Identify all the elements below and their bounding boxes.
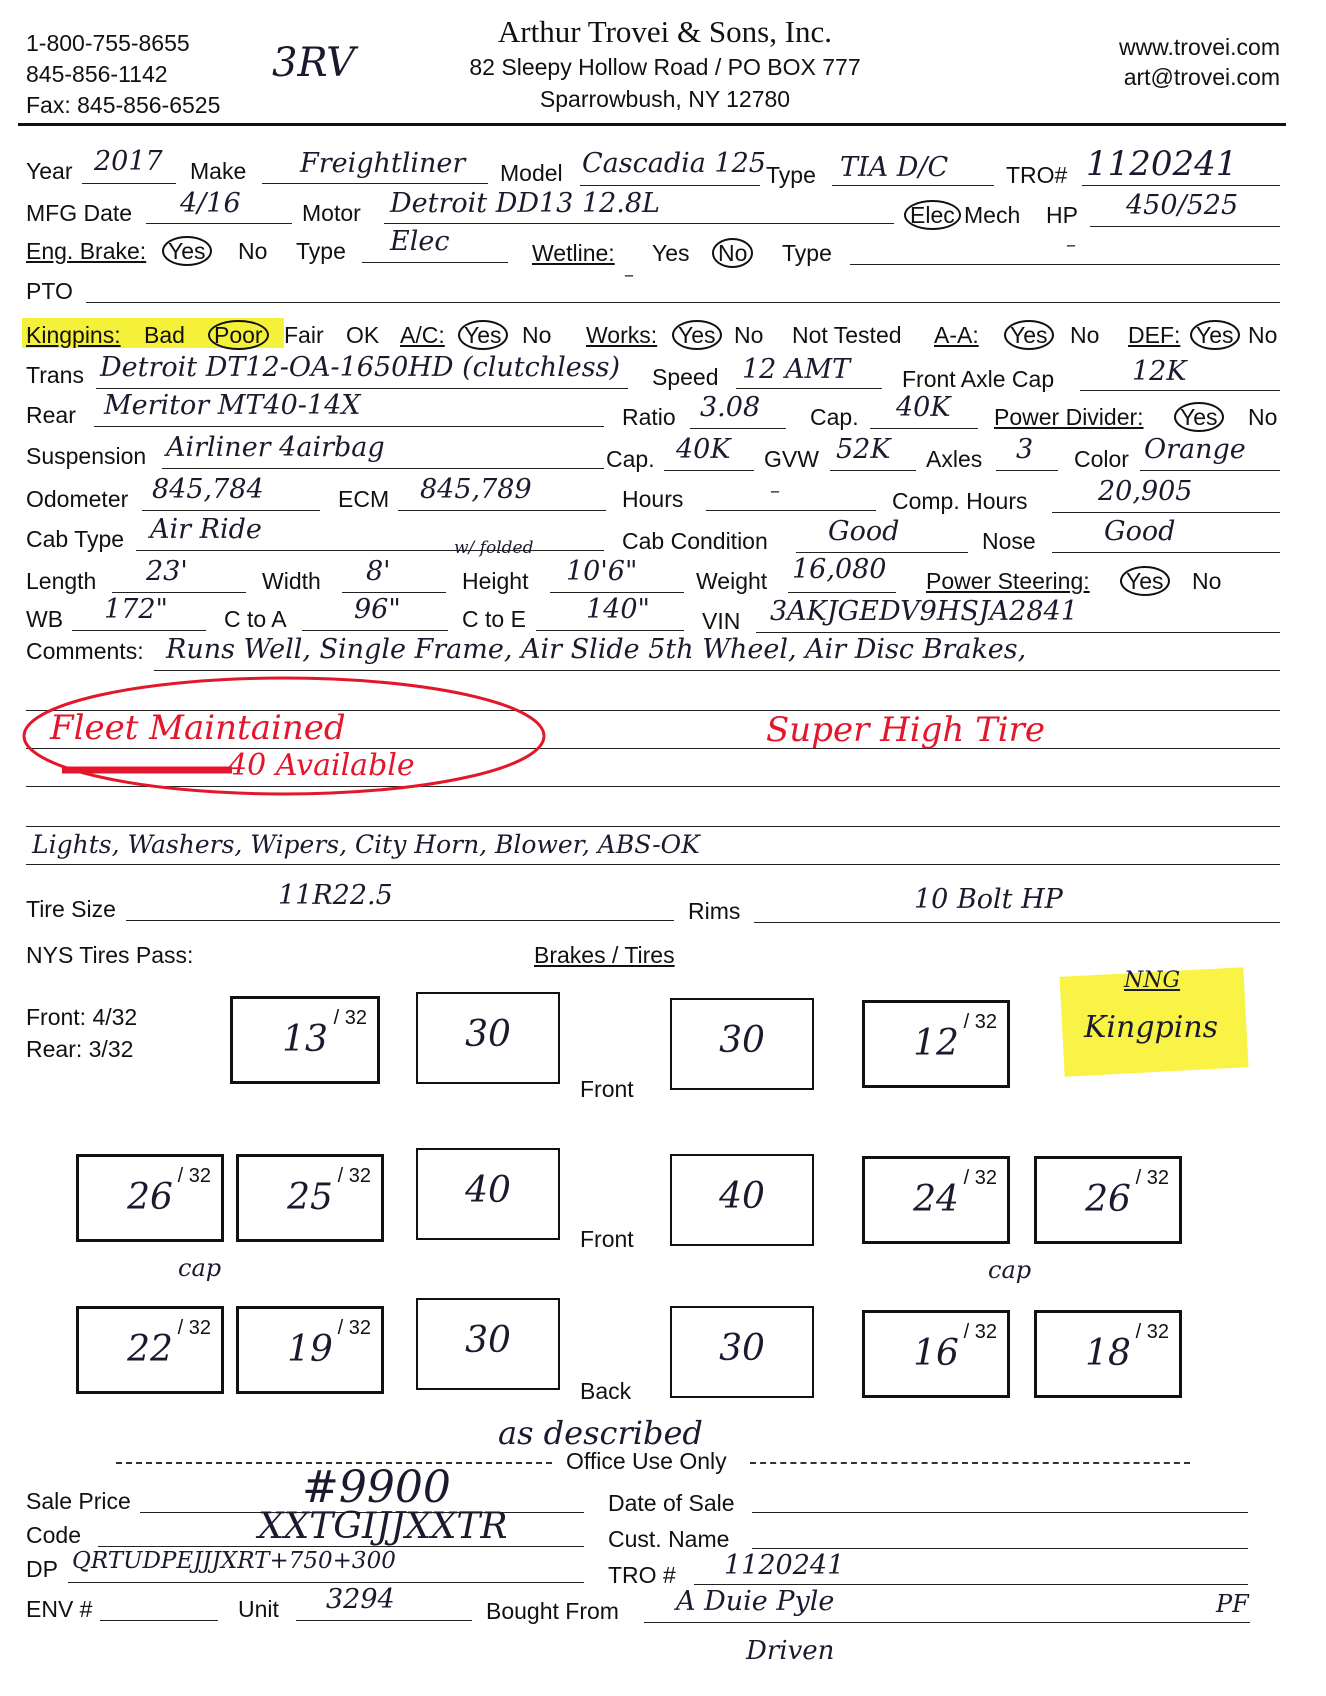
tire-box: 24 / 32 xyxy=(862,1156,1010,1244)
power-divider-label: Power Divider: xyxy=(994,404,1144,430)
make-line xyxy=(262,183,488,184)
vin-value: 3AKJGEDV9HSJA2841 xyxy=(770,596,1078,627)
width-line xyxy=(342,592,446,593)
wb-value: 172" xyxy=(104,594,168,625)
length-label: Length xyxy=(26,568,97,594)
height-line xyxy=(550,592,684,593)
wetline-yes: Yes xyxy=(652,240,690,266)
mfg-date-value: 4/16 xyxy=(180,188,241,219)
susp-cap-line xyxy=(664,470,754,471)
c-to-e-line xyxy=(536,630,684,631)
tro-value: 1120241 xyxy=(1086,144,1238,184)
cust-name-label: Cust. Name xyxy=(608,1526,730,1552)
front-spec: Front: 4/32 xyxy=(26,1004,138,1030)
vin-label: VIN xyxy=(702,608,741,634)
cab-condition-value: Good xyxy=(828,516,900,547)
c-to-e-label: C to E xyxy=(462,606,526,632)
length-line xyxy=(112,592,246,593)
pto-line xyxy=(86,302,1280,303)
code-value: XXTGIJJXXTR xyxy=(258,1506,508,1547)
tro-office-line xyxy=(694,1584,1248,1585)
wetline-type-dash: – xyxy=(1066,232,1076,256)
suspension-label: Suspension xyxy=(26,443,147,469)
eng-brake-label: Eng. Brake: xyxy=(26,238,147,264)
odometer-label: Odometer xyxy=(26,486,129,512)
c-to-e-value: 140" xyxy=(586,594,650,625)
bought-from-line xyxy=(644,1622,1250,1623)
trans-line xyxy=(96,388,628,389)
cab-type-label: Cab Type xyxy=(26,526,125,552)
cab-type-line xyxy=(136,550,604,551)
ratio-value: 3.08 xyxy=(700,392,761,423)
hand-code: 3RV xyxy=(272,40,356,86)
mfg-date-line xyxy=(146,223,292,224)
tro-office-label: TRO # xyxy=(608,1562,676,1588)
works-yes: Yes xyxy=(676,322,718,349)
wetline-label: Wetline: xyxy=(532,240,615,266)
trans-label: Trans xyxy=(26,362,84,388)
tire-size-line xyxy=(126,920,674,921)
year-label: Year xyxy=(26,158,73,184)
axles-line xyxy=(996,470,1058,471)
type-value: TIA D/C xyxy=(840,152,949,183)
driven-note: Driven xyxy=(746,1636,835,1666)
hours-label: Hours xyxy=(622,486,684,512)
odometer-line xyxy=(142,510,320,511)
bought-from-label: Bought From xyxy=(486,1598,619,1624)
kingpins-bad: Bad xyxy=(144,322,185,348)
axle-label-back: Back xyxy=(580,1378,632,1404)
aa-no: No xyxy=(1070,322,1100,348)
c-to-a-line xyxy=(302,630,448,631)
date-of-sale-label: Date of Sale xyxy=(608,1490,735,1516)
height-label: Height xyxy=(462,568,529,594)
red-note-tire: Super High Tire xyxy=(766,710,1046,750)
office-use-only-label: Office Use Only xyxy=(566,1448,727,1474)
sale-price-value: #9900 xyxy=(302,1462,451,1513)
year-line xyxy=(82,183,176,184)
make-label: Make xyxy=(190,158,247,184)
rear-line xyxy=(94,426,604,427)
tro-line xyxy=(1082,185,1280,186)
company-name: Arthur Trovei & Sons, Inc. xyxy=(497,14,833,49)
kingpins-poor: Poor xyxy=(212,322,265,349)
vin-line xyxy=(756,632,1280,633)
rims-line xyxy=(754,922,1280,923)
tire-box: 19 / 32 xyxy=(236,1306,384,1394)
hours-line xyxy=(706,510,876,511)
motor-line xyxy=(384,223,894,224)
dp-label: DP xyxy=(26,1556,58,1582)
red-note-fleet: Fleet Maintained xyxy=(50,708,346,748)
cab-type-value: Air Ride xyxy=(150,514,262,545)
rear-cap-label: Cap. xyxy=(810,404,859,430)
comments-line-5 xyxy=(26,826,1280,827)
front-axle-cap-value: 12K xyxy=(1132,356,1187,387)
color-value: Orange xyxy=(1144,434,1246,465)
speed-line xyxy=(736,388,882,389)
model-value: Cascadia 125 xyxy=(582,148,766,179)
aa-label: A-A: xyxy=(934,322,979,348)
date-of-sale-line xyxy=(752,1512,1248,1513)
type-line xyxy=(832,185,994,186)
tire-size-label: Tire Size xyxy=(26,896,116,922)
power-steering-no: No xyxy=(1192,568,1222,594)
c-to-a-value: 96" xyxy=(354,594,401,625)
sticky-kingpins: Kingpins xyxy=(1084,1010,1219,1045)
suspension-line xyxy=(162,468,604,469)
power-steering-label: Power Steering: xyxy=(926,568,1090,594)
width-value: 8' xyxy=(366,556,391,587)
make-value: Freightliner xyxy=(300,148,466,179)
brakes-tires-heading: Brakes / Tires xyxy=(534,942,675,968)
motor-label: Motor xyxy=(302,200,361,226)
eng-brake-type-label: Type xyxy=(296,238,346,264)
pto-label: PTO xyxy=(26,278,73,304)
c-to-a-label: C to A xyxy=(224,606,287,632)
tire-size-value: 11R22.5 xyxy=(278,880,393,911)
ecm-line xyxy=(398,510,606,511)
brake-drum-box: 40 xyxy=(416,1148,560,1240)
rear-cap-value: 40K xyxy=(896,392,951,423)
tro-label: TRO# xyxy=(1006,162,1068,188)
gvw-value: 52K xyxy=(836,434,891,465)
office-divider-right xyxy=(750,1462,1190,1464)
ecm-label: ECM xyxy=(338,486,390,512)
kingpins-ok: OK xyxy=(346,322,380,348)
comp-hours-value: 20,905 xyxy=(1098,476,1193,507)
bought-from-value: A Duie Pyle xyxy=(676,1586,835,1617)
mfg-date-label: MFG Date xyxy=(26,200,133,226)
speed-label: Speed xyxy=(652,364,719,390)
ac-yes: Yes xyxy=(462,322,504,349)
speed-value: 12 AMT xyxy=(742,354,851,385)
kingpins-fair: Fair xyxy=(284,322,324,348)
email: art@trovei.com xyxy=(1123,64,1280,90)
works-label: Works: xyxy=(586,322,658,348)
weight-line xyxy=(788,592,896,593)
nose-value: Good xyxy=(1104,516,1176,547)
wb-label: WB xyxy=(26,606,64,632)
eng-brake-type-line xyxy=(362,262,508,263)
hp-value: 450/525 xyxy=(1126,190,1239,221)
width-label: Width xyxy=(262,568,321,594)
kingpins-label: Kingpins: xyxy=(26,322,121,348)
model-line xyxy=(580,185,760,186)
rear-cap-line xyxy=(870,428,978,429)
hp-label: HP xyxy=(1046,202,1078,228)
color-label: Color xyxy=(1074,446,1129,472)
phone-local: 845-856-1142 xyxy=(26,61,168,87)
power-steering-yes: Yes xyxy=(1124,568,1166,595)
length-value: 23' xyxy=(146,556,188,587)
odometer-value: 845,784 xyxy=(152,474,264,505)
nose-label: Nose xyxy=(982,528,1036,554)
env-label: ENV # xyxy=(26,1596,93,1622)
gvw-line xyxy=(830,470,916,471)
ac-no: No xyxy=(522,322,552,348)
dp-value: QRTUDPEJJJXRT+750+300 xyxy=(72,1548,396,1574)
initials-pf: PF xyxy=(1216,1590,1249,1618)
wetline-type-line xyxy=(850,264,1280,265)
unit-line xyxy=(296,1620,472,1621)
fax: Fax: 845-856-6525 xyxy=(26,92,221,118)
comments-value: Runs Well, Single Frame, Air Slide 5th Wheel, Air Disc Brakes, xyxy=(166,634,1027,665)
type-label: Type xyxy=(766,162,816,188)
elec-option: Elec xyxy=(908,202,957,229)
sticky-abbrev: NNG xyxy=(1124,968,1181,993)
dp-line xyxy=(68,1582,584,1583)
tire-box: 25 / 32 xyxy=(236,1154,384,1242)
rims-value: 10 Bolt HP xyxy=(914,884,1063,915)
axles-label: Axles xyxy=(926,446,983,472)
works-not-tested: Not Tested xyxy=(792,322,902,348)
susp-cap-value: 40K xyxy=(676,434,731,465)
height-note: w/ folded xyxy=(454,538,534,558)
brake-drum-box: 40 xyxy=(670,1154,814,1246)
red-note-available: 40 Available xyxy=(228,748,415,783)
ratio-label: Ratio xyxy=(622,404,676,430)
aa-yes: Yes xyxy=(1008,322,1050,349)
comp-hours-label: Comp. Hours xyxy=(892,488,1028,514)
as-described-note: as described xyxy=(498,1414,703,1452)
address-line2: Sparrowbush, NY 12780 xyxy=(539,86,791,112)
comments-label: Comments: xyxy=(26,638,144,664)
def-no: No xyxy=(1248,322,1278,348)
eng-brake-yes: Yes xyxy=(166,238,208,265)
tire-box: 22 / 32 xyxy=(76,1306,224,1394)
website: www.trovei.com xyxy=(1118,34,1280,60)
cust-name-line xyxy=(752,1548,1248,1549)
comments-line-6 xyxy=(26,864,1280,865)
rear-value: Meritor MT40-14X xyxy=(104,390,361,421)
cap-note-left: cap xyxy=(178,1254,222,1282)
cab-condition-label: Cab Condition xyxy=(622,528,768,554)
axles-value: 3 xyxy=(1016,434,1034,465)
nys-tires-pass-label: NYS Tires Pass: xyxy=(26,942,194,968)
susp-cap-label: Cap. xyxy=(606,446,655,472)
cap-note-right: cap xyxy=(988,1256,1032,1284)
ecm-value: 845,789 xyxy=(420,474,532,505)
gvw-label: GVW xyxy=(764,446,819,472)
brake-drum-box: 30 xyxy=(670,998,814,1090)
address-line1: 82 Sleepy Hollow Road / PO BOX 777 xyxy=(469,54,861,80)
cab-condition-line xyxy=(796,552,968,553)
rear-label: Rear xyxy=(26,402,76,428)
front-axle-cap-label: Front Axle Cap xyxy=(902,366,1055,392)
motor-value: Detroit DD13 12.8L xyxy=(390,188,660,219)
unit-label: Unit xyxy=(238,1596,279,1622)
ac-label: A/C: xyxy=(400,322,445,348)
model-label: Model xyxy=(500,160,563,186)
header-rule xyxy=(18,123,1286,126)
env-line xyxy=(100,1620,218,1621)
brake-drum-box: 30 xyxy=(670,1306,814,1398)
weight-value: 16,080 xyxy=(792,554,887,585)
axle-label-front: Front xyxy=(580,1076,634,1102)
unit-value: 3294 xyxy=(326,1584,395,1615)
mech-option: Mech xyxy=(964,202,1021,228)
rims-label: Rims xyxy=(688,898,741,924)
code-label: Code xyxy=(26,1522,81,1548)
color-line xyxy=(1140,470,1280,471)
def-yes: Yes xyxy=(1194,322,1236,349)
height-value: 10'6" xyxy=(566,556,638,587)
def-label: DEF: xyxy=(1128,322,1181,348)
tire-box: 18 / 32 xyxy=(1034,1310,1182,1398)
comp-hours-line xyxy=(1052,512,1280,513)
brake-drum-box: 30 xyxy=(416,992,560,1084)
ratio-line xyxy=(690,428,786,429)
power-divider-no: No xyxy=(1248,404,1278,430)
tro-office-value: 1120241 xyxy=(724,1550,845,1581)
suspension-value: Airliner 4airbag xyxy=(166,432,385,463)
rear-spec: Rear: 3/32 xyxy=(26,1036,134,1062)
works-no: No xyxy=(734,322,764,348)
axle-label-front-2: Front xyxy=(580,1226,634,1252)
hp-line xyxy=(1090,226,1280,227)
tire-box: 26 / 32 xyxy=(1034,1156,1182,1244)
phone-tollfree: 1-800-755-8655 xyxy=(26,30,190,56)
tire-box: 26 / 32 xyxy=(76,1154,224,1242)
tire-box: 16 / 32 xyxy=(862,1310,1010,1398)
tire-box: 12 / 32 xyxy=(862,1000,1010,1088)
front-axle-cap-line xyxy=(1080,390,1280,391)
wb-line xyxy=(72,630,206,631)
weight-label: Weight xyxy=(696,568,768,594)
tire-box: 13 / 32 xyxy=(230,996,380,1084)
wetline-dash: – xyxy=(624,262,634,286)
eng-brake-type-value: Elec xyxy=(390,226,450,257)
wetline-no: No xyxy=(716,240,749,267)
year-value: 2017 xyxy=(94,146,163,177)
sale-price-label: Sale Price xyxy=(26,1488,131,1514)
lights-check-note: Lights, Washers, Wipers, City Horn, Blower, ABS-OK xyxy=(32,830,700,859)
brake-drum-box: 30 xyxy=(416,1298,560,1390)
power-divider-yes: Yes xyxy=(1178,404,1220,431)
nose-line xyxy=(1052,552,1280,553)
hours-value: – xyxy=(770,478,780,502)
wetline-type-label: Type xyxy=(782,240,832,266)
trans-value: Detroit DT12-OA-1650HD (clutchless) xyxy=(100,352,620,383)
eng-brake-no: No xyxy=(238,238,268,264)
